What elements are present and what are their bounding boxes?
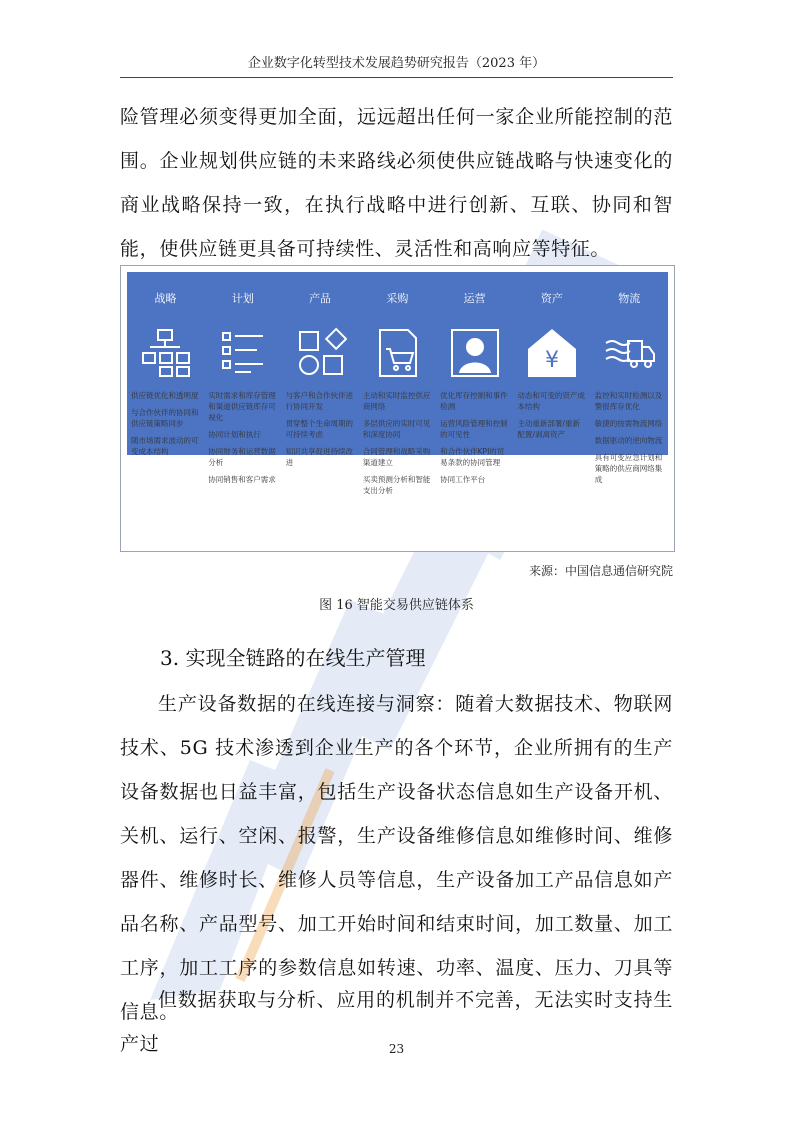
figure-list-item: 运营风险管理和控制的可见性 [440,419,508,439]
figure-list-item: 买卖预测分析和智能支出分析 [362,475,431,495]
section-heading: 3. 实现全链路的在线生产管理 [160,646,426,670]
figure-column [127,272,204,455]
figure-list-item: 供应链优化和透明度 [131,391,199,400]
figure-column-items [131,390,201,463]
figure-list-item: 与合作伙伴的协同和供应链策略同步 [131,408,199,428]
person-icon [449,327,501,379]
figure-list-item: 多层供应的实时可见和深度协同 [362,419,431,439]
figure-column [204,272,281,484]
figure-list-item: 协同销售和客户需求 [208,475,276,484]
figure-list-item: 与客户和合作伙伴进行协同开发 [285,391,354,411]
paragraph-production: 生产设备数据的在线连接与洞察：随着大数据技术、物联网技术、5G 技术渗透到企业生产的各个环节，企业所拥有的生产设备数据也日益丰富，包括生产设备状态信息如生产设备开机、关机、运行、空闲、报警，生产设备维修信息如维修时间、维修器件、维修时长、维修人员等信息，生产设备加工产品信息如产品名称、产品型号、加工开始时间和结束时间，加工数量、加工工序，加工工序的参数信息如转速、功率、温度、压力、刀具等信息。 [120,693,673,1023]
figure-list-item: 主动和实时监控供应商网络 [362,391,431,411]
figure-column [591,272,668,484]
figure-column-items [440,390,510,491]
figure-list-item: 具有可变应急计划和策略的供应商网络集成 [594,453,663,484]
figure-list-item: 协同工作平台 [440,475,486,484]
yen-house-icon [526,327,578,379]
figure-list-item: 随市场需求波动的可变成本结构 [131,436,199,456]
figure-caption: 图 16 智能交易供应链体系 [319,598,474,613]
list-icon [217,327,269,379]
figure-list-item: 协同计划和执行 [208,430,261,439]
figure-list-item: 贯穿整个生命周期的可持续考虑 [285,419,354,439]
figure-list-item: 监控和实时检测以及警报库存优化 [594,391,663,411]
figure-list-item: 协同财务和运营数据分析 [208,447,276,467]
figure-column-title: 战略 [154,292,177,305]
figure-list-item: 合同管理和战略采购渠道建立 [362,447,431,467]
svg-text:¥: ¥ [545,348,560,373]
page-header: 企业数字化转型技术发展趋势研究报告（2023 年） [120,52,673,78]
figure-column-title: 采购 [386,292,409,305]
figure-list-item: 敏捷的按需物流网络 [594,419,663,428]
figure-column [359,272,436,495]
truck-icon [604,327,656,379]
figure-list-item: 和合作伙伴KPI的贸易条款的协同管理 [440,447,505,467]
org-chart-icon [140,327,192,379]
figure-column-title: 资产 [540,292,563,305]
figure-column-items [517,390,587,446]
figure-list-item: 动态和可变的资产成本结构 [517,391,585,411]
figure-column-title: 物流 [618,292,641,305]
figure-list-item: 知识共享促进持续改进 [285,447,354,467]
figure-column-items [363,390,433,502]
paragraph-continuation: 但数据获取与分析、应用的机制并不完善，无法实时支持生产过 [120,989,673,1055]
shapes-icon [295,327,347,379]
figure-column [282,272,359,467]
document-cart-icon [372,327,424,379]
figure-column-items [595,390,665,491]
page-number: 23 [388,1042,405,1056]
supply-chain-figure [120,265,675,552]
figure-column-items [286,390,356,474]
figure-column [513,272,590,455]
figure-list-item: 优化库存控制和事件检测 [440,391,508,411]
figure-source: 来源：中国信息通信研究院 [528,564,673,578]
figure-list-item: 主动重新部署/重新配置/剥离资产 [517,419,580,439]
figure-list-item: 数据驱动的逆向物流 [594,436,663,445]
figure-column-title: 运营 [463,292,486,305]
figure-column-items [208,390,278,491]
figure-column-title: 计划 [231,292,254,305]
figure-list-item: 实时需求和库存管理和渠道供应链库存可视化 [208,391,276,422]
figure-column-title: 产品 [309,292,332,305]
figure-column [436,272,513,484]
paragraph-intro: 险管理必须变得更加全面，远远超出任何一家企业所能控制的范围。企业规划供应链的未来路线必须使供应链战略与快速变化的商业战略保持一致，在执行战略中进行创新、互联、协同和智能，使供应链更具备可持续性、灵活性和高响应等特征。 [120,106,673,260]
